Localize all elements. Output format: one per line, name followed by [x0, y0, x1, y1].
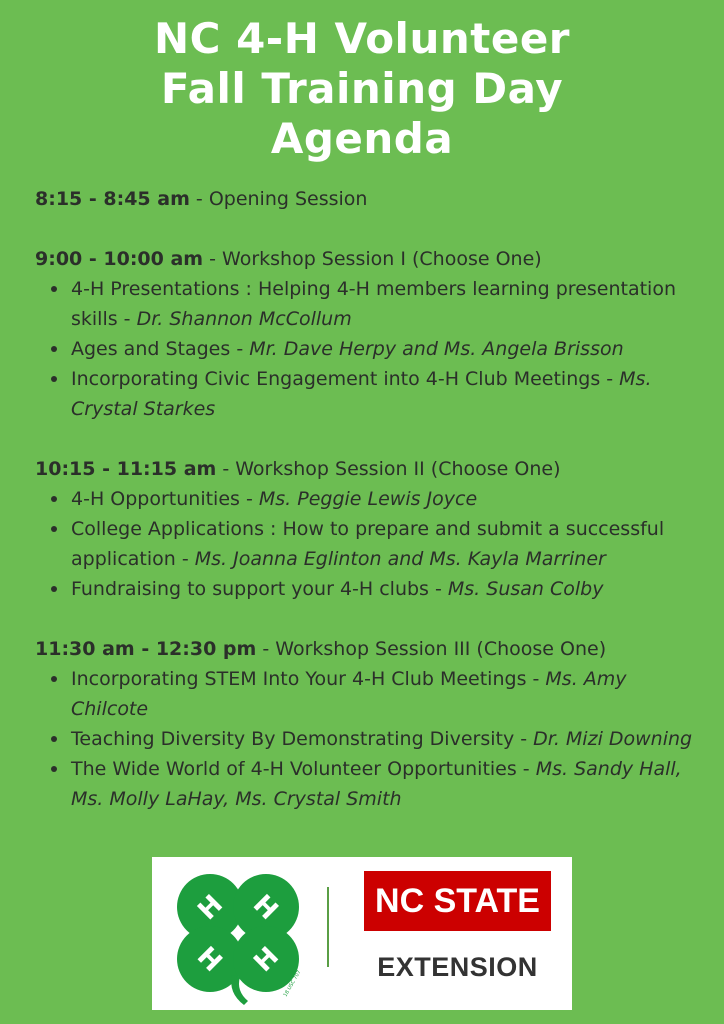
session-heading — [35, 634, 700, 664]
separator: - — [526, 668, 546, 690]
workshop-topic: College Applications : How to prepare and submit a successful application — [71, 518, 665, 570]
agenda-session — [35, 454, 700, 604]
session-time: 9:00 - 10:00 am — [35, 248, 204, 270]
workshop-list — [35, 664, 700, 814]
separator: - — [239, 488, 259, 510]
agenda-session — [35, 244, 700, 424]
separator: - — [117, 308, 137, 330]
page-title — [0, 14, 724, 164]
clover-letter: H — [192, 889, 230, 927]
agenda-session — [35, 634, 700, 814]
workshop-topic: Incorporating STEM Into Your 4-H Club Meetings — [71, 668, 527, 690]
separator: - — [600, 368, 620, 390]
separator: - — [514, 728, 534, 750]
workshop-item — [35, 574, 700, 604]
session-name: Opening Session — [208, 188, 368, 210]
workshop-topic: Fundraising to support your 4-H clubs — [71, 578, 429, 600]
workshop-item — [35, 274, 700, 334]
title-line: Agenda — [270, 114, 454, 163]
workshop-topic: 4-H Presentations : Helping 4-H members learning presentation skills — [71, 278, 677, 330]
separator: - — [189, 188, 209, 210]
session-heading — [35, 184, 700, 214]
agenda — [35, 184, 700, 844]
logo-panel — [152, 857, 572, 1010]
clover-letter: H — [248, 941, 286, 979]
workshop-topic: Ages and Stages — [71, 338, 231, 360]
separator: - — [230, 338, 250, 360]
workshop-presenter: Dr. Shannon McCollum — [136, 308, 352, 330]
4h-clover-logo — [158, 865, 318, 1010]
clover-letter: H — [190, 941, 228, 979]
workshop-item — [35, 364, 700, 424]
workshop-list — [35, 484, 700, 604]
workshop-item — [35, 484, 700, 514]
title-line: Fall Training Day — [160, 64, 564, 113]
ncstate-logo: NC STATE — [364, 871, 551, 931]
title-line: NC 4-H Volunteer — [153, 14, 571, 63]
workshop-item — [35, 334, 700, 364]
workshop-presenter: Ms. Amy Chilcote — [71, 668, 627, 720]
session-name: Workshop Session III (Choose One) — [275, 638, 607, 660]
workshop-presenter: Mr. Dave Herpy and Ms. Angela Brisson — [249, 338, 624, 360]
workshop-presenter: Ms. Joanna Eglinton and Ms. Kayla Marriner — [194, 548, 606, 570]
workshop-presenter: Dr. Mizi Downing — [533, 728, 693, 750]
workshop-topic: Teaching Diversity By Demonstrating Diversity — [71, 728, 515, 750]
extension-label: EXTENSION — [377, 952, 538, 982]
separator: - — [256, 638, 276, 660]
workshop-topic: 4-H Opportunities — [71, 488, 240, 510]
logo-divider — [327, 887, 329, 967]
workshop-item — [35, 664, 700, 724]
workshop-presenter: Ms. Crystal Starkes — [71, 368, 652, 420]
separator: - — [428, 578, 448, 600]
separator: - — [175, 548, 195, 570]
separator: - — [516, 758, 536, 780]
session-name: Workshop Session I (Choose One) — [222, 248, 542, 270]
workshop-presenter: Ms. Sandy Hall, Ms. Molly LaHay, Ms. Crystal Smith — [71, 758, 682, 810]
clover-trademark: 18 USC 707 — [282, 969, 303, 998]
session-heading — [35, 244, 700, 274]
session-heading — [35, 454, 700, 484]
workshop-topic: The Wide World of 4-H Volunteer Opportunities — [71, 758, 517, 780]
session-name: Workshop Session II (Choose One) — [235, 458, 561, 480]
separator: - — [216, 458, 236, 480]
clover-letter: H — [246, 889, 284, 927]
agenda-session — [35, 184, 700, 214]
workshop-item — [35, 754, 700, 814]
workshop-presenter: Ms. Susan Colby — [447, 578, 604, 600]
separator: - — [203, 248, 223, 270]
session-time: 10:15 - 11:15 am — [35, 458, 217, 480]
session-time: 11:30 am - 12:30 pm — [35, 638, 257, 660]
workshop-presenter: Ms. Peggie Lewis Joyce — [258, 488, 478, 510]
workshop-item — [35, 514, 700, 574]
session-time: 8:15 - 8:45 am — [35, 188, 190, 210]
workshop-item — [35, 724, 700, 754]
workshop-topic: Incorporating Civic Engagement into 4-H Club Meetings — [71, 368, 601, 390]
workshop-list — [35, 274, 700, 424]
